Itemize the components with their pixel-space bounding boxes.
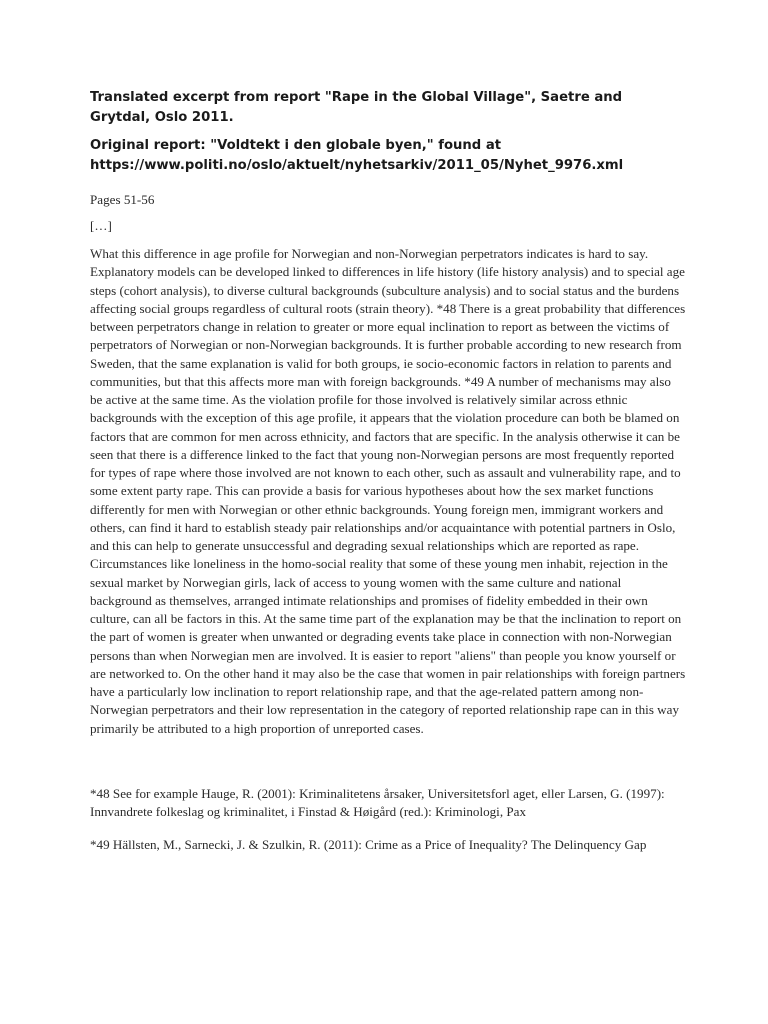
document-page <box>90 88 686 854</box>
body-paragraph: What this difference in age profile for Norwegian and non-Norwegian perpetrators indicates is hard to say. Explanatory models can be developed linked to differences in life history (life history analysis) and to special age steps (cohort analysis), to diverse cultural backgrounds (subculture analysis) and to social status and the burdens affecting social groups regardless of cultural roots (strain theory). *48 There is a great probability that differences between perpetrators change in relation to greater or more equal inclination to report as between the victims of perpetrators of Norwegian or non-Norwegian backgrounds. It is further probable according to new research from Sweden, that the same explanation is valid for both groups, ie socio-economic factors in relation to parents and communities, but that this affects more man with foreign backgrounds. *49 A number of mechanisms may also be active at the same time. As the violation profile for those involved is relatively similar across ethnic backgrounds with the exception of this age profile, it appears that the violation procedure can both be blamed on factors that are common for men across ethnicity, and factors that are specific. In the analysis otherwise it can be seen that there is a difference linked to the fact that young non-Norwegian persons are most frequently reported for types of rape where those involved are not known to each other, such as assault and vulnerability rape, and to some extent party rape. This can provide a basis for various hypotheses about how the sex market functions differently for men with Norwegian or other ethnic backgrounds. Young foreign men, immigrant workers and others, can find it hard to establish steady pair relationships and/or acquaintance with potential partners in Oslo, and this can help to generate unsuccessful and degrading sexual relationships which are reported as rape. Circumstances like loneliness in the homo-social reality that some of these young men inhabit, rejection in the sexual market by Norwegian girls, lack of access to young women with the same culture and national background as themselves, arranged intimate relationships and promises of fidelity embedded in their own culture, can all be factors in this. At the same time part of the explanation may be that the inclination to report on the part of women is greater when unwanted or degrading events take place in connection with non-Norwegian persons than when Norwegian men are involved. It is easier to report "aliens" than people you know yourself or are networked to. On the other hand it may also be the case that women in pair relationships with foreign partners have a particularly low inclination to report relationship rape, and that the age-related pattern among non-Norwegian perpetrators and their low representation in the category of reported relationship rape can in this way primarily be attributed to a high proportion of unreported cases. <box>90 246 686 736</box>
original-report-reference: Original report: "Voldtekt i den globale byen," found at https://www.politi.no/oslo/aktuelt/nyhetsarkiv/2011_05/Nyhet_9976.xml <box>90 138 624 173</box>
page-range: Pages 51-56 <box>90 192 155 207</box>
omission-marker: […] <box>90 218 112 233</box>
document-title: Translated excerpt from report "Rape in the Global Village", Saetre and Grytdal, Oslo 2011. <box>90 90 623 125</box>
footnote-49: *49 Hällsten, M., Sarnecki, J. & Szulkin, R. (2011): Crime as a Price of Inequality? The Delinquency Gap <box>90 836 647 852</box>
footnote-48: *48 See for example Hauge, R. (2001): Kriminalitetens årsaker, Universitetsforl aget, eller Larsen, G. (1997): Innvandrete folkeslag og kriminalitet, i Finstad & Høigård (red.): Kriminologi, Pax <box>90 785 665 820</box>
